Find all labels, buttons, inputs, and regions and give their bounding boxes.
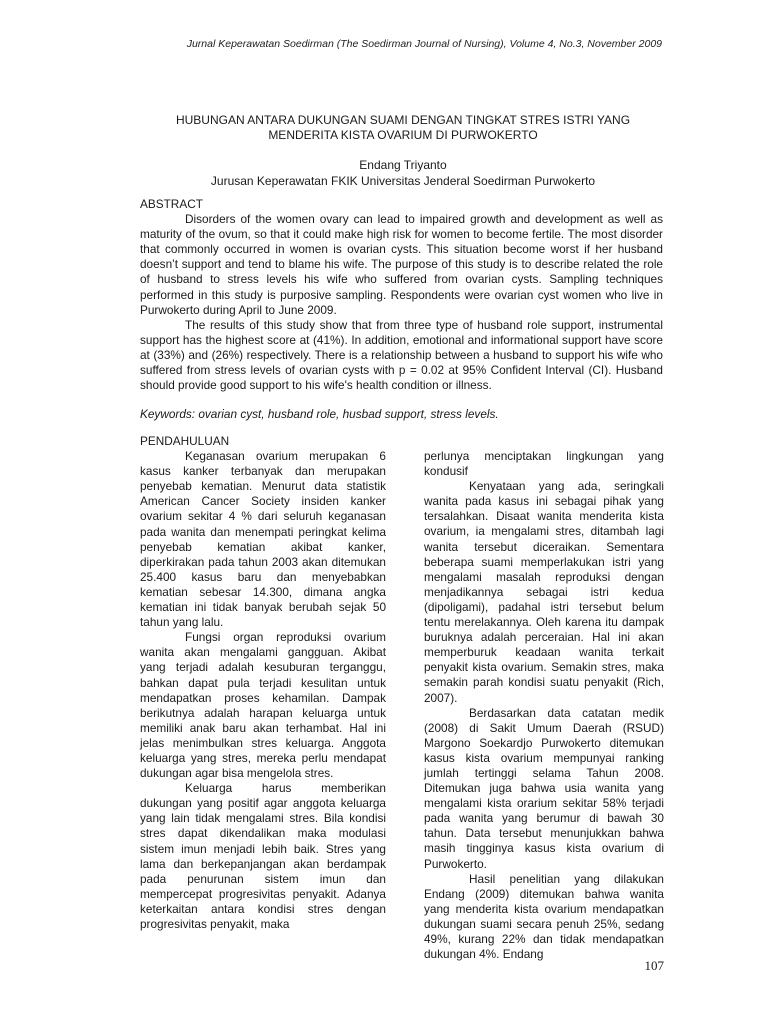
body-left-column xyxy=(140,434,386,932)
body-paragraph: Keluarga harus memberikan dukungan yang positif agar anggota keluarga yang lain tidak mengalami stres. Bila kondisi stres dapat dikendalikan maka modulasi sistem imun menjadi lebih baik. Stres yang lama dan berkepanjangan akan berdampak pada penurunan sistem imun dan mempercepat progresivitas penyakit. Adanya keterkaitan antara kondisi stres dengan progresivitas penyakit, maka xyxy=(140,781,386,931)
body-paragraph: Fungsi organ reproduksi ovarium wanita akan mengalami gangguan. Akibat yang terjadi adalah kesuburan terganggu, bahkan dapat pula terjadi kesulitan untuk mendapatkan proses kehamilan. Dampak berikutnya adalah harapan keluarga untuk memiliki anak baru akan terhambat. Hal ini jelas menimbulkan stres keluarga. Anggota keluarga yang stres, mereka perlu mendapat dukungan agar bisa mengelola stres. xyxy=(140,630,386,781)
paper-title xyxy=(140,113,666,143)
body-paragraph: Kenyataan yang ada, seringkali wanita pada kasus ini sebagai pihak yang tersalahkan. Disaat wanita menderita kista ovarium, ia mengalami stres, ditambah lagi wanita tersebut diceraikan. Sementara beberapa suami memperlakukan istri yang mengalami masalah reproduksi dengan menjadikannya sebagai istri kedua (dipoligami), padahal istri tersebut belum tentu merelakannya. Oleh karena itu dampak buruknya adalah perceraian. Hal ini akan memperburuk keadaan wanita terkait penyakit kista ovarium. Semakin stres, maka semakin parah kondisi suatu penyakit (Rich, 2007). xyxy=(424,479,664,705)
body-paragraph: Hasil penelitian yang dilakukan Endang (2009) ditemukan bahwa wanita yang menderita kista ovarium mendapatkan dukungan suami secara penuh 25%, sedang 49%, kurang 22% dan tidak mendapatkan dukungan 4%. Endang xyxy=(424,871,664,962)
body-paragraph: perlunya menciptakan lingkungan yang kondusif xyxy=(424,449,664,479)
body-paragraph: Berdasarkan data catatan medik (2008) di Sakit Umum Daerah (RSUD) Margono Soekardjo Purwokerto ditemukan kasus kista ovarium mempunyai ranking jumlah tertinggi selama Tahun 2008. Ditemukan juga bahwa usia wanita yang mengalami kista orarium sekitar 58% terjadi pada wanita yang berumur di bawah 30 tahun. Data tersebut menunjukkan bahwa masih tingginya kasus kista ovarium di Purwokerto. xyxy=(424,705,664,871)
abstract-paragraph: Disorders of the women ovary can lead to impaired growth and development as well as maturity of the ovum, so that it could make high risk for women to become fertile. The most disorder that commonly occurred in women is ovarian cysts. This situation become worst if her husband doesn’t support and tend to blame his wife. The purpose of this study is to describe related the role of husband to stress levels his wife who suffered from ovarian cysts. Sampling techniques performed in this study is purposive sampling. Respondents were ovarian cyst women who live in Purwokerto during April to June 2009. xyxy=(140,212,663,317)
keywords: Keywords: ovarian cyst, husband role, husbad support, stress levels. xyxy=(140,407,499,421)
abstract-heading: ABSTRACT xyxy=(140,197,203,211)
author-block xyxy=(140,157,666,189)
section-heading: PENDAHULUAN xyxy=(140,434,230,448)
abstract xyxy=(140,197,663,393)
title-line-1: HUBUNGAN ANTARA DUKUNGAN SUAMI DENGAN TINGKAT STRES ISTRI YANG xyxy=(175,113,631,127)
journal-header: Jurnal Keperawatan Soedirman (The Soedirman Journal of Nursing), Volume 4, No.3, November 2009 xyxy=(186,38,662,50)
body-paragraph: Keganasan ovarium merupakan 6 kasus kanker terbanyak dan merupakan penyebab kematian. Menurut data statistik American Cancer Society insiden kanker ovarium sekitar 4 % dari seluruh keganasan pada wanita dan menempati peringkat kelima penyebab kematian akibat kanker, diperkirakan pada tahun 2003 akan ditemukan 25.400 kasus baru dan menyebabkan kematian sebesar 14.300, dimana angka kematian ini tidak banyak berubah sejak 50 tahun yang lalu. xyxy=(140,449,386,630)
author-affiliation: Jurusan Keperawatan FKIK Universitas Jenderal Soedirman Purwokerto xyxy=(210,174,596,188)
page-number: 107 xyxy=(644,958,664,973)
author-name: Endang Triyanto xyxy=(359,158,447,172)
abstract-paragraph: The results of this study show that from three type of husband role support, instrumental support has the highest score at (41%). In addition, emotional and informational support have score at (33%) and (26%) respectively. There is a relationship between a husband to support his wife who suffered from stress levels of ovarian cysts with p = 0.02 at 95% Confident Interval (CI). Husband should provide good support to his wife's health condition or illness. xyxy=(140,317,663,393)
body-right-column xyxy=(424,449,664,962)
title-line-2: MENDERITA KISTA OVARIUM DI PURWOKERTO xyxy=(268,128,538,142)
